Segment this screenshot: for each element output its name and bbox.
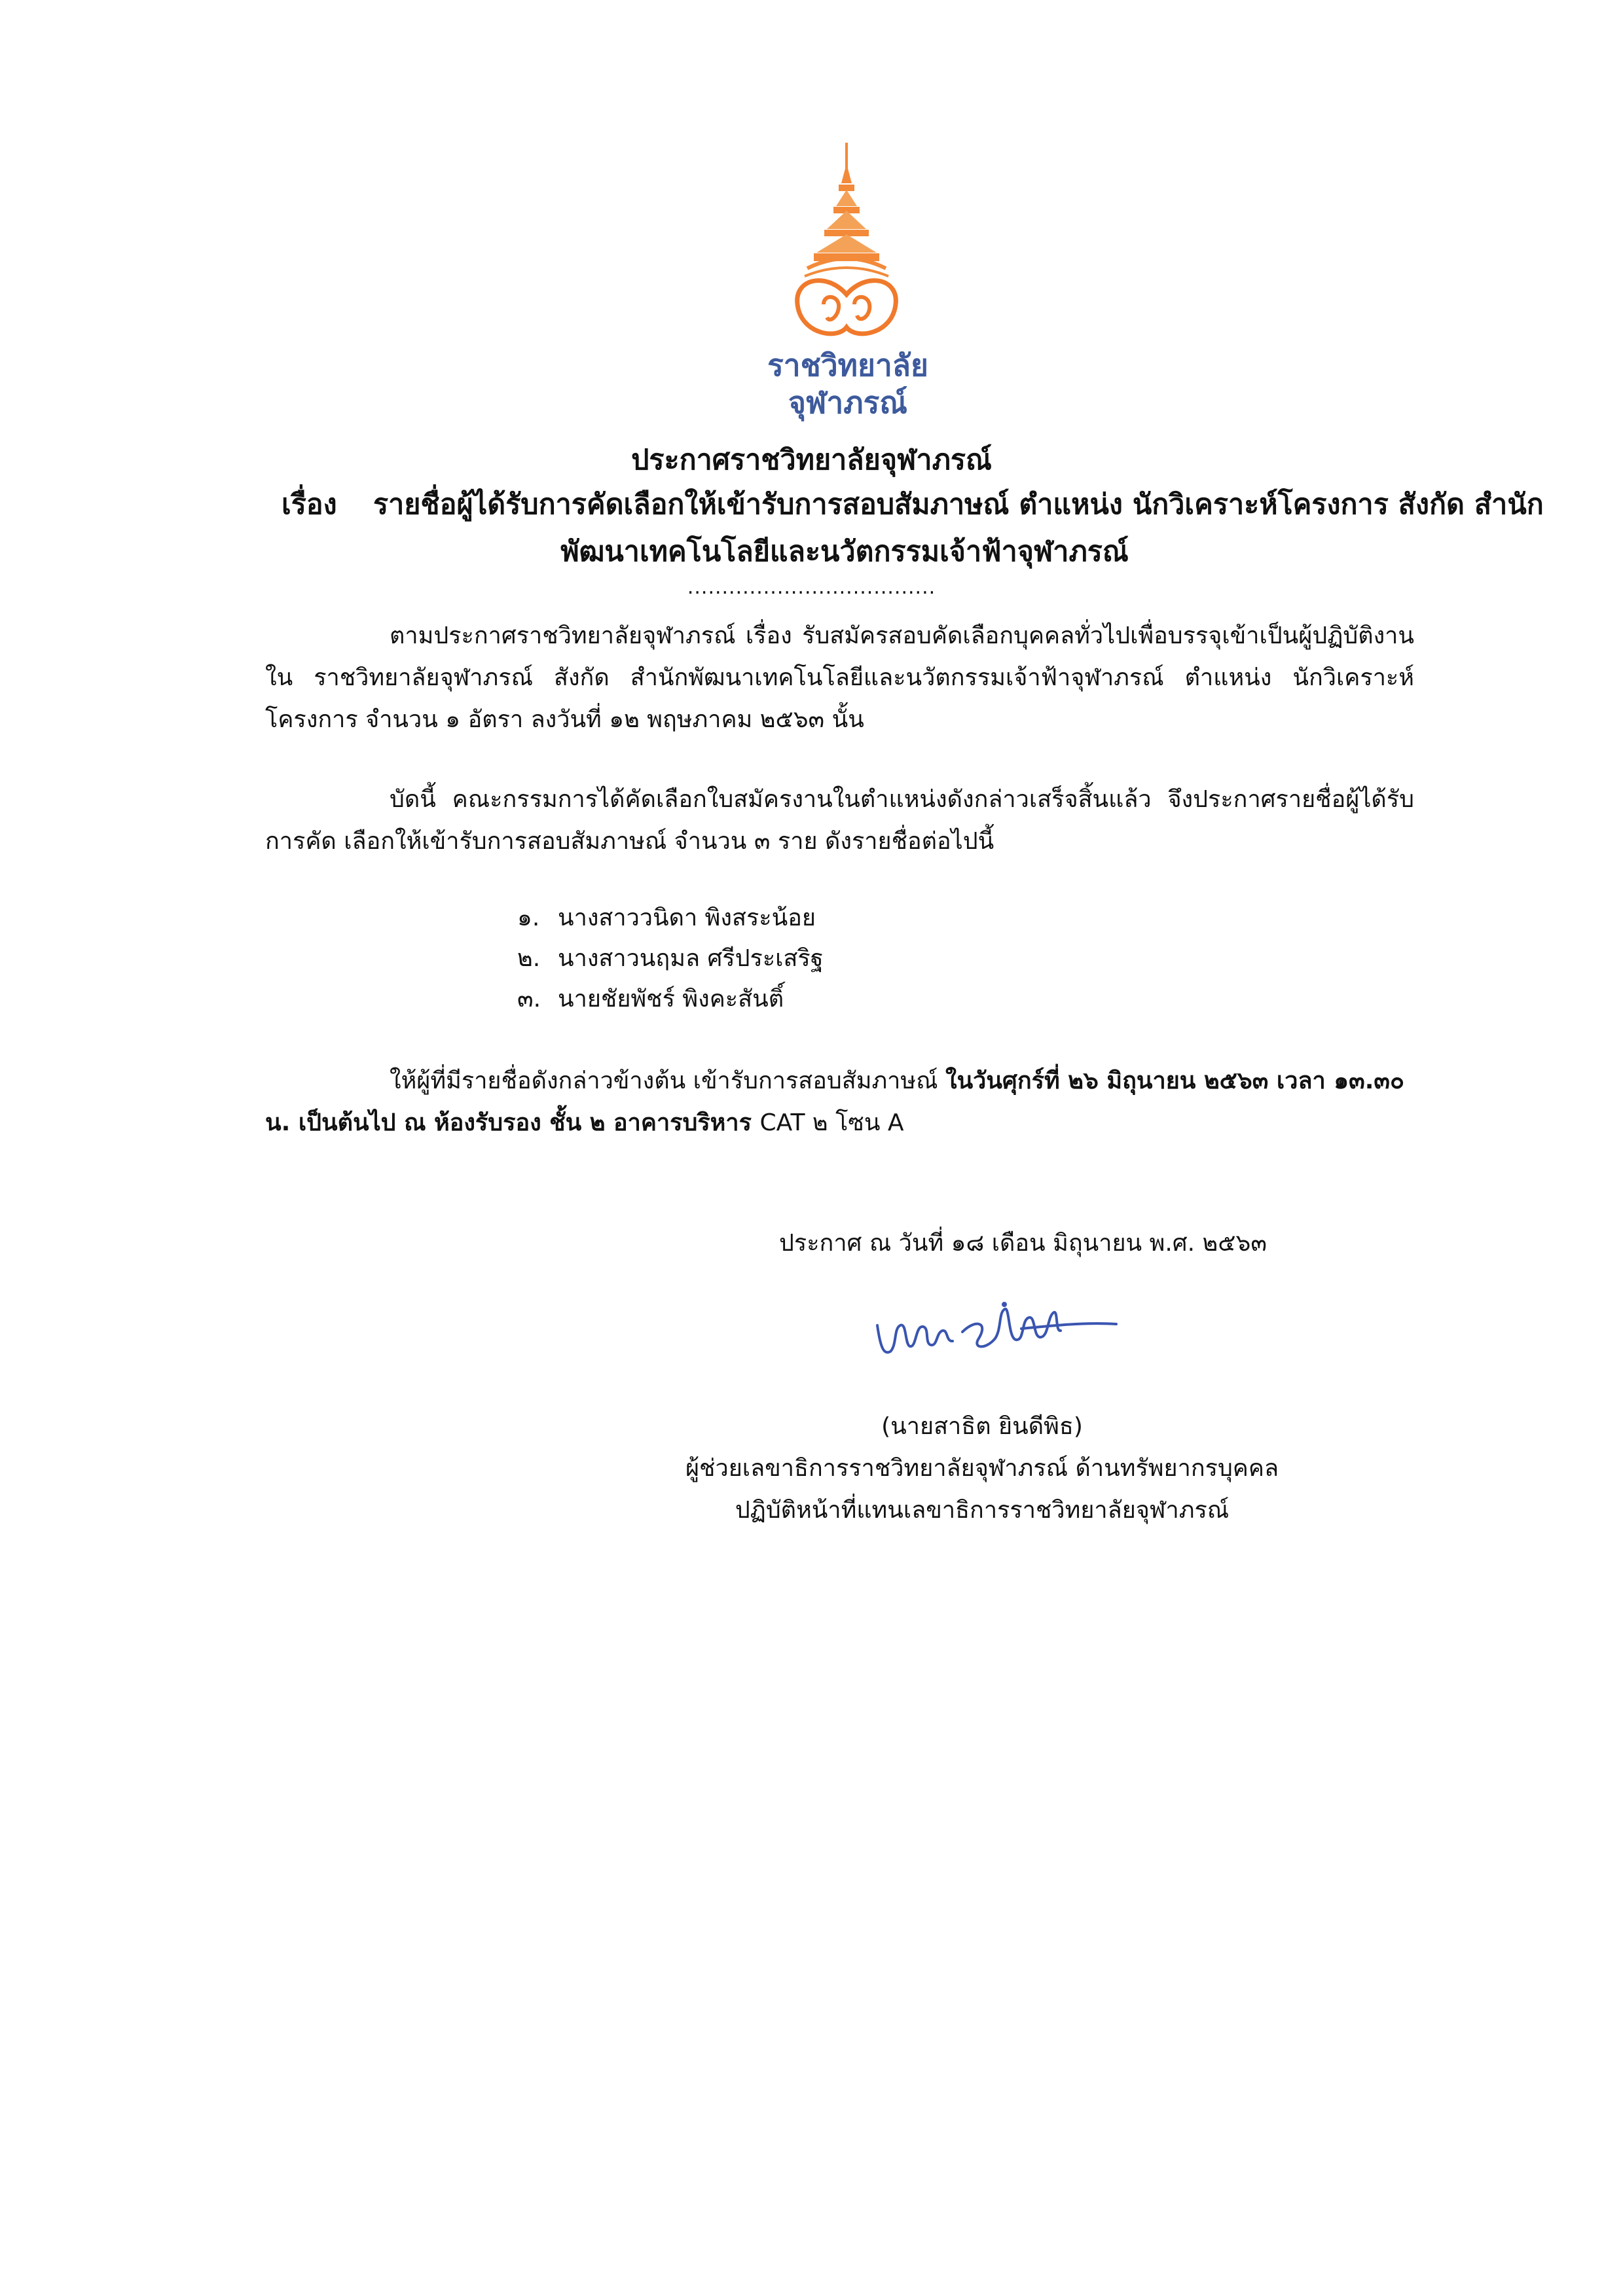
signer-block bbox=[655, 1406, 1309, 1532]
paragraph-reference-text: ตามประกาศราชวิทยาลัยจุฬาภรณ์ เรื่อง รับสมัครสอบคัดเลือกบุคคลทั่วไปเพื่อบรรจุเข้าเป็นผู้ปฏิบัติงานใน ราชวิทยาลัยจุฬาภรณ์ สังกัด สำนักพัฒนาเทคโนโลยีและนวัตกรรมเจ้าฟ้าจุฬาภรณ์ ตำแหน่ง นักวิเคราะห์โครงการ จำนวน ๑ อัตรา ลงวันที่ ๑๒ พฤษภาคม ๒๕๖๓ นั้น bbox=[265, 622, 1414, 733]
emblem-icon bbox=[761, 137, 932, 353]
paragraph-result-text: บัดนี้ คณะกรรมการได้คัดเลือกใบสมัครงานในตำแหน่งดังกล่าวเสร็จสิ้นแล้ว จึงประกาศรายชื่อผู้ได้รับการคัด เลือกให้เข้ารับการสอบสัมภาษณ์ จำนวน ๓ ราย ดังรายชื่อต่อไปนี้ bbox=[265, 786, 1414, 855]
list-item-name: นางสาวนฤมล ศรีประเสริฐ bbox=[558, 945, 824, 972]
signer-title-1: ผู้ช่วยเลขาธิการราชวิทยาลัยจุฬาภรณ์ ด้านทรัพยากรบุคคล bbox=[685, 1455, 1279, 1482]
paragraph-interview-text: ให้ผู้ที่มีรายชื่อดังกล่าวข้างต้น เข้ารับการสอบสัมภาษณ์ bbox=[390, 1067, 945, 1094]
interview-datetime-location: ในวันศุกร์ที่ ๒๖ มิถุนายน ๒๕๖๓ เวลา ๑๓.๓๐ น. เป็นต้นไป ณ ห้องรับรอง ชั้น ๒ อาคารบริหาร bbox=[265, 1067, 1404, 1136]
list-item-number: ๑. bbox=[517, 905, 540, 931]
list-item bbox=[517, 979, 824, 1020]
list-item-number: ๓. bbox=[517, 986, 541, 1013]
candidate-list bbox=[517, 898, 824, 1020]
subject-line2: พัฒนาเทคโนโลยีและนวัตกรรมเจ้าฟ้าจุฬาภรณ์ bbox=[560, 535, 1129, 568]
paragraph-result bbox=[265, 779, 1414, 863]
subject-line1: รายชื่อผู้ได้รับการคัดเลือกให้เข้ารับการสอบสัมภาษณ์ ตำแหน่ง นักวิเคราะห์โครงการ สังกัด สำนัก bbox=[373, 488, 1544, 521]
list-item bbox=[517, 939, 824, 979]
signer-title-2: ปฏิบัติหน้าที่แทนเลขาธิการราชวิทยาลัยจุฬาภรณ์ bbox=[735, 1497, 1230, 1524]
subject-label: เรื่อง bbox=[282, 488, 337, 521]
list-item-number: ๒. bbox=[517, 945, 541, 972]
logo-text-line2: จุฬาภรณ์ bbox=[788, 385, 907, 420]
paragraph-reference bbox=[265, 615, 1414, 741]
paragraph-interview bbox=[265, 1060, 1414, 1144]
separator-dots: .................................... bbox=[687, 576, 936, 599]
list-item-name: นายชัยพัชร์ พิงคะสันติ์ bbox=[558, 986, 784, 1013]
interview-zone: CAT ๒ โซน A bbox=[759, 1109, 904, 1136]
list-item bbox=[517, 898, 824, 939]
announce-date: ประกาศ ณ วันที่ ๑๘ เดือน มิถุนายน พ.ศ. ๒๕๖๓ bbox=[779, 1230, 1267, 1257]
logo-text-line1: ราชวิทยาลัย bbox=[767, 348, 928, 383]
signature-icon bbox=[864, 1293, 1126, 1371]
handwritten-signature bbox=[864, 1293, 1126, 1371]
signer-name: (นายสาธิต ยินดีพิธ) bbox=[881, 1413, 1083, 1440]
list-item-name: นางสาววนิดา พิงสระน้อย bbox=[558, 905, 816, 931]
announcement-title: ประกาศราชวิทยาลัยจุฬาภรณ์ bbox=[631, 444, 992, 476]
